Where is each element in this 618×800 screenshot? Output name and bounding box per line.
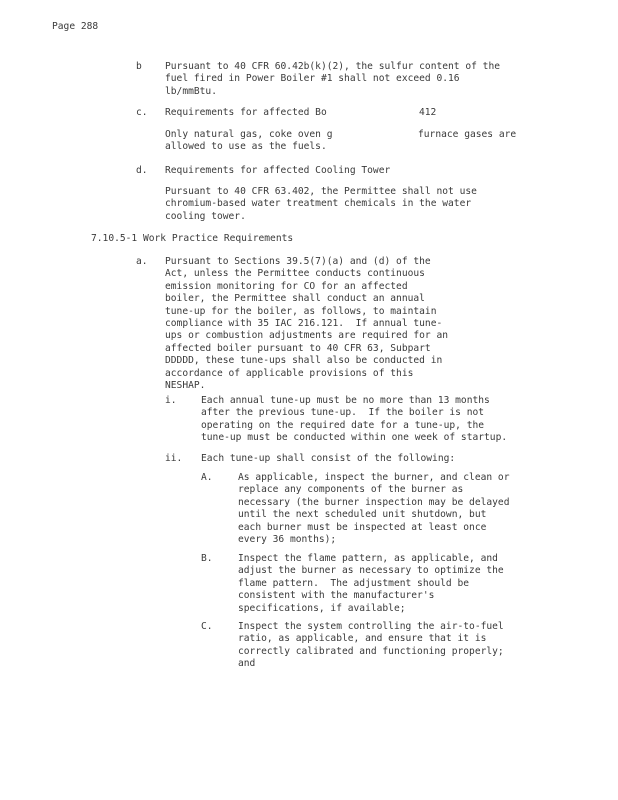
text-line: tune-up for the boiler, as follows, to maintain [165,305,437,317]
item-b-text [165,61,500,98]
text-line: chromium-based water treatment chemicals in the water [165,198,472,210]
text-line: Pursuant to 40 CFR 60.42b(k)(2), the sulfur content of the [165,61,501,72]
text-line: ratio, as applicable, and ensure that it is [238,633,487,645]
text-line: each burner must be inspected at least once [238,521,487,533]
text-line: lb/mmBtu. [165,85,217,97]
subitem-marker-i: i. [165,395,177,406]
subsubitem-a-text [238,472,509,546]
text-line: every 36 months); [238,534,337,546]
item-marker-d: d. [136,165,148,176]
text-line: NESHAP. [165,380,206,392]
text-line: compliance with 35 IAC 216.121. If annual tune- [165,318,443,330]
text-line: Inspect the system controlling the air-to-fuel [238,621,504,632]
item-a-text [165,256,448,392]
text-line: ups or combustion adjustments are required for an [165,330,449,342]
subsubitem-c-text [238,621,504,671]
text-line: necessary (the burner inspection may be delayed [238,496,510,508]
text-line: correctly calibrated and functioning properly; [238,645,504,657]
text-line: operating on the required date for a tune-up, the [201,419,485,431]
text-line: boiler, the Permittee shall conduct an annual [165,293,425,305]
subsubitem-marker-a: A. [201,472,213,483]
item-marker-b: b [136,61,142,72]
text-line: until the next scheduled unit shutdown, but [238,509,487,521]
text-line: fuel fired in Power Boiler #1 shall not exceed 0.16 [165,73,460,85]
text-line: adjust the burner as necessary to optimize the [238,565,504,577]
page-header: Page 288 [52,21,99,32]
text-line: cooling tower. [165,210,246,222]
text-line: and [238,658,256,670]
text-line: emission monitoring for CO for an affected [165,280,408,292]
text-line: Pursuant to 40 CFR 63.402, the Permittee shall not use [165,186,477,197]
item-c-title-ref: 412 [419,107,437,118]
item-marker-c: c. [136,107,148,118]
text-line: allowed to use as the fuels. [165,141,327,153]
item-c-title: Requirements for affected Bo [165,107,327,118]
item-marker-a: a. [136,256,148,267]
item-d-text [165,186,477,223]
section-heading: 7.10.5-1 Work Practice Requirements [91,233,294,244]
text-line: Only natural gas, coke oven g [165,129,333,140]
subsubitem-b-text [238,553,504,615]
text-line: Inspect the flame pattern, as applicable, and [238,553,498,564]
subitem-i-text [201,395,507,445]
item-d-title: Requirements for affected Cooling Tower [165,165,391,176]
subitem-ii-text: Each tune-up shall consist of the following: [201,453,456,464]
text-line: DDDDD, these tune-ups shall also be conducted in [165,355,443,367]
subitem-marker-ii: ii. [165,453,183,464]
subsubitem-marker-c: C. [201,621,213,632]
subsubitem-marker-b: B. [201,553,213,564]
item-c-body [165,129,333,154]
text-line: affected boiler pursuant to 40 CFR 63, Subpart [165,342,431,354]
text-line: consistent with the manufacturer's [238,590,435,602]
text-line: flame pattern. The adjustment should be [238,577,470,589]
text-line: Pursuant to Sections 39.5(7)(a) and (d) of the [165,256,431,267]
text-line: As applicable, inspect the burner, and clean or [238,472,510,483]
text-line: replace any components of the burner as [238,484,464,496]
text-line: Act, unless the Permittee conducts continuous [165,268,425,280]
text-line: tune-up must be conducted within one week of startup. [201,432,508,444]
text-line: accordance of applicable provisions of this [165,367,414,379]
item-c-body-right: furnace gases are [418,129,517,140]
text-line: after the previous tune-up. If the boiler is not [201,407,485,419]
text-line: specifications, if available; [238,602,406,614]
text-line: Each annual tune-up must be no more than 13 months [201,395,490,406]
